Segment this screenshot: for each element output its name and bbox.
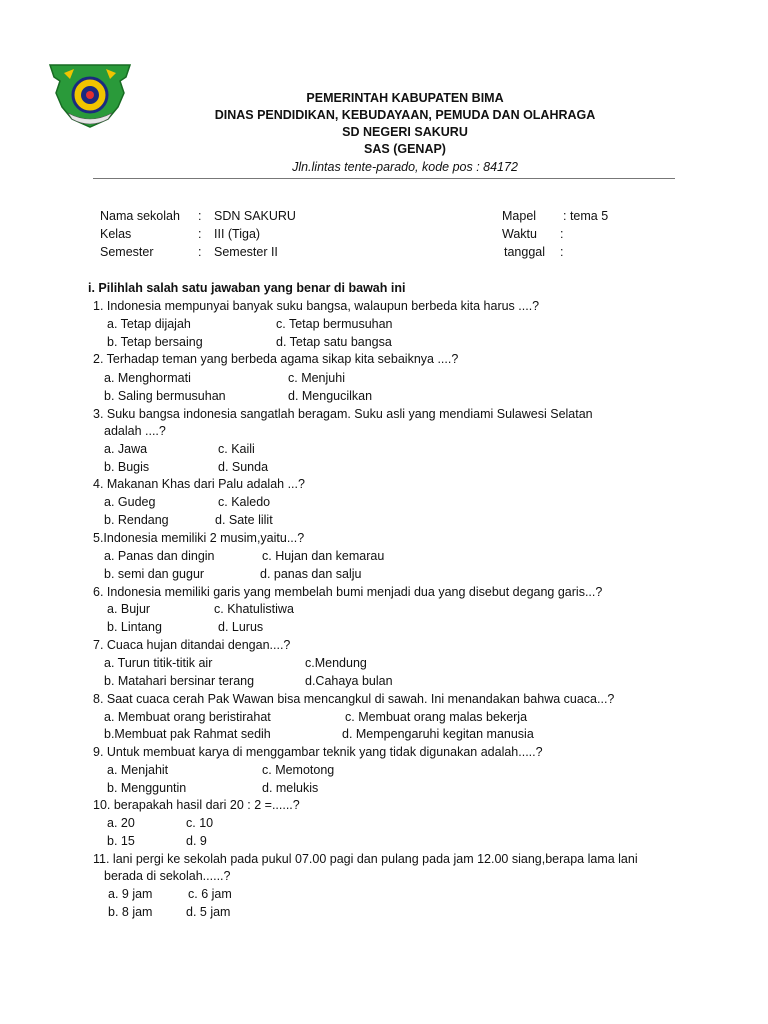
q8-option-d: d. Mempengaruhi kegitan manusia: [342, 727, 534, 741]
q1-option-c: c. Tetap bermusuhan: [276, 317, 393, 331]
q6-option-b: b. Lintang: [107, 620, 162, 634]
kabupaten-bima-emblem-icon: [48, 63, 132, 131]
date-label: tanggal: [504, 245, 546, 259]
q2-option-b: b. Saling bermusuhan: [104, 389, 226, 403]
q11-option-c: c. 6 jam: [188, 887, 232, 901]
time-value: :: [560, 227, 564, 241]
q10-option-d: d. 9: [186, 834, 207, 848]
q7-option-a: a. Turun titik-titik air: [104, 656, 213, 670]
subject-value: : tema 5: [563, 209, 609, 223]
header-department: DINAS PENDIDIKAN, KEBUDAYAAN, PEMUDA DAN OLAHRAGA: [214, 108, 596, 122]
q1-option-a: a. Tetap dijajah: [107, 317, 191, 331]
class-label: Kelas: [100, 227, 132, 241]
q4-option-a: a. Gudeg: [104, 495, 156, 509]
q11-option-b: b. 8 jam: [108, 905, 153, 919]
question-4: 4. Makanan Khas dari Palu adalah ...?: [93, 477, 305, 491]
header-divider: [93, 178, 675, 179]
q2-option-d: d. Mengucilkan: [288, 389, 373, 403]
q7-option-c: c.Mendung: [305, 656, 367, 670]
q7-option-b: b. Matahari bersinar terang: [104, 674, 255, 688]
semester-label: Semester: [100, 245, 154, 259]
q7-option-d: d.Cahaya bulan: [305, 674, 393, 688]
question-9: 9. Untuk membuat karya di menggambar teknik yang tidak digunakan adalah.....?: [93, 745, 543, 759]
q10-option-c: c. 10: [186, 816, 214, 830]
q1-option-b: b. Tetap bersaing: [107, 335, 203, 349]
q9-option-a: a. Menjahit: [107, 763, 169, 777]
question-8: 8. Saat cuaca cerah Pak Wawan bisa mencangkul di sawah. Ini menandakan bahwa cuaca...?: [93, 692, 615, 706]
q9-option-c: c. Memotong: [262, 763, 335, 777]
q9-option-b: b. Mengguntin: [107, 781, 187, 795]
question-6: 6. Indonesia memiliki garis yang membelah bumi menjadi dua yang disebut degang garis...?: [93, 585, 603, 599]
q3-option-d: d. Sunda: [218, 460, 269, 474]
colon: :: [198, 245, 202, 259]
time-label: Waktu: [502, 227, 537, 241]
subject-label: Mapel: [502, 209, 537, 223]
question-3: 3. Suku bangsa indonesia sangatlah beragam. Suku asli yang mendiami Sulawesi Selatan: [93, 407, 593, 421]
semester-value: Semester II: [214, 245, 278, 259]
class-value: III (Tiga): [214, 227, 261, 241]
question-1: 1. Indonesia mempunyai banyak suku bangsa, walaupun berbeda kita harus ....?: [93, 299, 540, 313]
q5-option-b: b. semi dan gugur: [104, 567, 205, 581]
header-address: Jln.lintas tente-parado, kode pos : 84172: [292, 160, 518, 174]
header-school: SD NEGERI SAKURU: [342, 125, 468, 139]
q10-option-a: a. 20: [107, 816, 135, 830]
q2-option-c: c. Menjuhi: [288, 371, 345, 385]
q6-option-c: c. Khatulistiwa: [214, 602, 294, 616]
question-11: 11. lani pergi ke sekolah pada pukul 07.00 pagi dan pulang pada jam 12.00 siang,berapa lama lani: [93, 852, 638, 866]
q5-option-c: c. Hujan dan kemarau: [262, 549, 385, 563]
q10-option-b: b. 15: [107, 834, 135, 848]
colon: :: [198, 227, 202, 241]
q3-option-c: c. Kaili: [218, 442, 255, 456]
question-10: 10. berapakah hasil dari 20 : 2 =......?: [93, 798, 300, 812]
school-name-value: SDN SAKURU: [214, 209, 296, 223]
q11-option-d: d. 5 jam: [186, 905, 231, 919]
question-11-continued: berada di sekolah......?: [104, 869, 231, 883]
date-value: :: [560, 245, 564, 259]
q2-option-a: a. Menghormati: [104, 371, 191, 385]
q3-option-a: a. Jawa: [104, 442, 148, 456]
q5-option-d: d. panas dan salju: [260, 567, 362, 581]
colon: :: [198, 209, 202, 223]
q3-option-b: b. Bugis: [104, 460, 150, 474]
school-name-label: Nama sekolah: [100, 209, 180, 223]
q11-option-a: a. 9 jam: [108, 887, 153, 901]
question-5: 5.Indonesia memiliki 2 musim,yaitu...?: [93, 531, 305, 545]
q5-option-a: a. Panas dan dingin: [104, 549, 215, 563]
q8-option-a: a. Membuat orang beristirahat: [104, 710, 271, 724]
q4-option-d: d. Sate lilit: [215, 513, 273, 527]
header-exam-title: SAS (GENAP): [364, 142, 446, 156]
q6-option-d: d. Lurus: [218, 620, 264, 634]
q8-option-b: b.Membuat pak Rahmat sedih: [104, 727, 271, 741]
section-title: i. Pilihlah salah satu jawaban yang benar di bawah ini: [88, 281, 406, 295]
header-government: PEMERINTAH KABUPATEN BIMA: [306, 91, 504, 105]
q8-option-c: c. Membuat orang malas bekerja: [345, 710, 528, 724]
question-3-continued: adalah ....?: [104, 424, 166, 438]
q9-option-d: d. melukis: [262, 781, 319, 795]
q4-option-b: b. Rendang: [104, 513, 169, 527]
question-7: 7. Cuaca hujan ditandai dengan....?: [93, 638, 291, 652]
q4-option-c: c. Kaledo: [218, 495, 271, 509]
q1-option-d: d. Tetap satu bangsa: [276, 335, 392, 349]
question-2: 2. Terhadap teman yang berbeda agama sikap kita sebaiknya ....?: [93, 352, 459, 366]
q6-option-a: a. Bujur: [107, 602, 151, 616]
